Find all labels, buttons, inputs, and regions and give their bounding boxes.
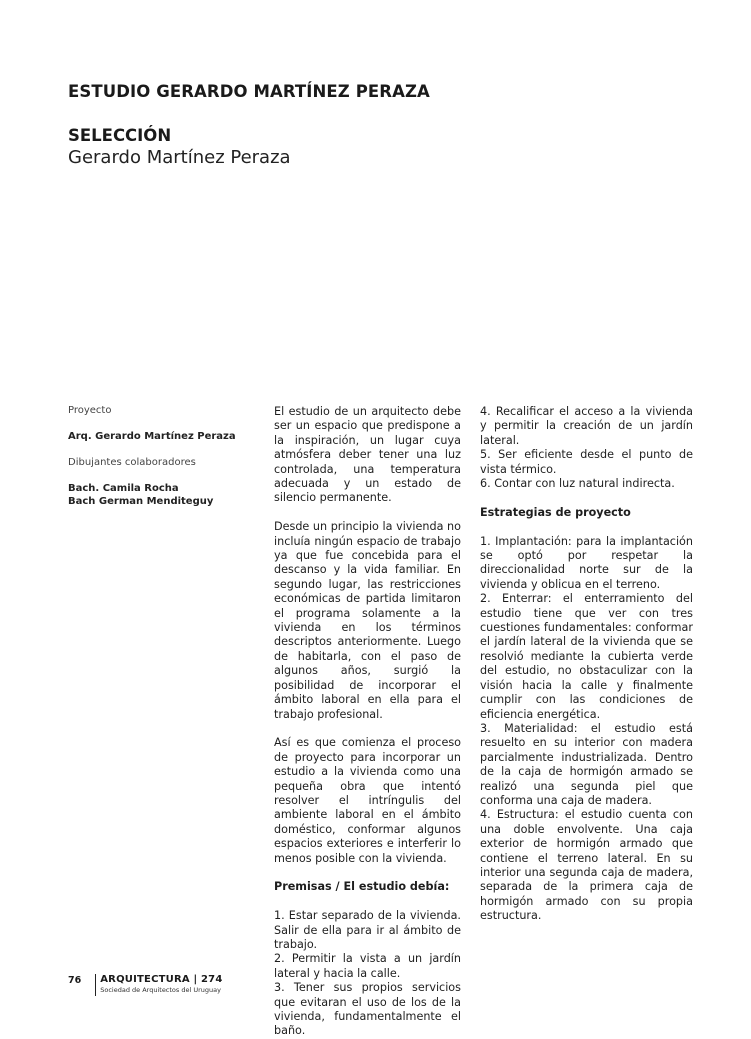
society-name: Sociedad de Arquitectos del Uruguay [100,986,221,994]
collaborator-name: Bach German Menditeguy [68,496,214,507]
list-item: 3. Materialidad: el estudio está resuelto en su interior con madera parcialmente industrializada. Dentro de la caja de hormigón armado se realizó una segunda piel que conforma una caja de madera. [480,721,693,807]
paragraph: El estudio de un arquitecto debe ser un espacio que predispone a la inspiración, un lugar cuya atmósfera deber tener una luz controlada, una temperatura adecuada y un estado de silencio permanente. [274,405,461,505]
list-item: 4. Recalificar el acceso a la vivienda y permitir la creación de un jardín lateral. [480,405,693,447]
list-item: 5. Ser eficiente desde el punto de vista térmico. [480,448,693,476]
author-name: Gerardo Martínez Peraza [68,147,291,168]
credits-block [68,404,248,508]
project-label: Proyecto [68,405,112,416]
text-column-2 [480,405,693,924]
article-title: ESTUDIO GERARDO MARTÍNEZ PERAZA [68,82,430,101]
premisas-heading: Premisas / El estudio debía: [274,880,450,894]
page-footer [68,974,222,998]
paragraph: Así es que comienza el proceso de proyecto para incorporar un estudio a la vivienda como una pequeña obra que intentó resolver el intríngulis del ambiente laboral en el ámbito doméstico, conformar algunos espacios exteriores e interferir lo menos posible con la vivienda. [274,736,461,865]
list-item: 3. Tener sus propios servicios que evitaran el uso de los de la vivienda, fundamentalmente el baño. [274,981,461,1038]
project-name: Arq. Gerardo Martínez Peraza [68,431,236,442]
collaborator-name: Bach. Camila Rocha [68,483,179,494]
list-item: 1. Implantación: para la implantación se optó por respetar la direccionalidad norte sur de la vivienda y oblicua en el terreno. [480,534,693,591]
footer-divider [95,974,96,996]
list-item: 1. Estar separado de la vivienda. Salir de ella para ir al ámbito de trabajo. [274,909,461,951]
list-item: 6. Contar con luz natural indirecta. [480,477,675,491]
section-label: SELECCIÓN [68,126,172,145]
list-item: 2. Permitir la vista a un jardín lateral y hacia la calle. [274,952,461,980]
page-number: 76 [68,975,82,986]
collaborators-label: Dibujantes colaboradores [68,457,196,468]
list-item: 4. Estructura: el estudio cuenta con una doble envolvente. Una caja exterior de hormigón armado que contiene el terreno lateral. En su interior una segunda caja de madera, separada de la primera caja de hormigón armado con su propia estructura. [480,808,693,923]
text-column-1 [274,405,461,1039]
paragraph: Desde un principio la vivienda no incluía ningún espacio de trabajo ya que fue concebida para el descanso y la vida familiar. En segundo lugar, las restricciones económicas de partida limitaron el programa solamente a la vivienda en los términos descriptos anteriormente. Luego de habitarla, con el paso de algunos años, surgió la posibilidad de incorporar el ámbito laboral en ella para el trabajo profesional. [274,520,461,721]
magazine-name: ARQUITECTURA | 274 [100,974,223,985]
estrategias-heading: Estrategias de proyecto [480,505,631,519]
list-item: 2. Enterrar: el enterramiento del estudio tiene que ver con tres cuestiones fundamentales: conformar el jardín lateral de la vivienda que se resolvió mediante la cubierta verde del estudio, no obstaculizar con la visión hacia la calle y finalmente cumplir con las condiciones de eficiencia energética. [480,592,693,721]
